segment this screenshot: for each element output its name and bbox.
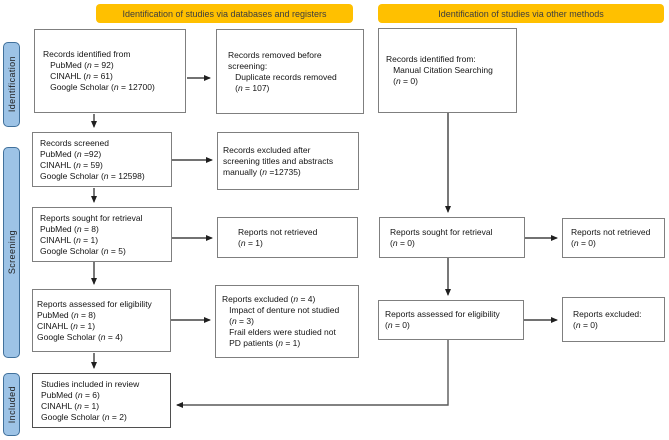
box-reports-excluded-databases-text: Reports excluded (n = 4) Impact of denture not studied (n = 3) Frail elders were studied not PD patients (n = 1) [222,294,340,348]
box-reports-sought-other [379,217,525,258]
stage-label-included-text: Included [6,385,17,424]
box-reports-sought-databases-text: Reports sought for retrieval PubMed (n = 8) CINAHL (n = 1) Google Scholar (n = 5) [40,212,143,256]
stage-label-screening [3,147,20,358]
stage-label-identification [3,42,20,127]
box-records-removed-before-screening [216,29,364,114]
box-reports-assessed-databases [32,289,171,352]
box-records-identified-other-text: Records identified from: Manual Citation Searching (n = 0) [386,54,493,86]
box-records-identified-databases [34,29,186,113]
banner-databases-registers: Identification of studies via databases and registers [96,4,353,23]
box-records-identified-other [378,28,517,113]
box-records-screened-text: Records screened PubMed (n =92) CINAHL (n = 59) Google Scholar (n = 12598) [40,137,145,181]
banner-other-methods: Identification of studies via other methods [378,4,664,23]
box-reports-assessed-databases-text: Reports assessed for eligibility PubMed (n = 8) CINAHL (n = 1) Google Scholar (n = 4) [37,298,152,342]
box-reports-sought-databases [32,207,172,262]
box-records-excluded-screening-text: Records excluded after screening titles and abstracts manually (n =12735) [223,144,334,177]
box-reports-assessed-other [378,300,524,340]
stage-label-identification-text: Identification [6,56,17,113]
box-records-removed-before-screening-text: Records removed before screening: Duplicate records removed (n = 107) [228,49,337,93]
box-reports-sought-other-text: Reports sought for retrieval (n = 0) [390,226,493,248]
box-reports-assessed-other-text: Reports assessed for eligibility (n = 0) [385,309,500,330]
box-reports-not-retrieved-other-text: Reports not retrieved (n = 0) [571,227,651,248]
box-reports-not-retrieved-other [562,218,665,258]
box-records-screened [32,132,172,187]
box-reports-excluded-other [562,297,665,342]
box-reports-not-retrieved-databases-text: Reports not retrieved (n = 1) [238,226,318,248]
box-reports-excluded-other-text: Reports excluded: (n = 0) [573,308,642,330]
box-records-identified-databases-text: Records identified from PubMed (n = 92) CINAHL (n = 61) Google Scholar (n = 12700) [43,49,155,92]
box-reports-not-retrieved-databases [217,217,358,258]
box-studies-included-text: Studies included in review PubMed (n = 6) CINAHL (n = 1) Google Scholar (n = 2) [41,378,140,422]
box-studies-included [32,373,171,428]
box-records-excluded-screening [217,132,359,190]
stage-label-included [3,373,20,436]
stage-label-screening-text: Screening [6,230,17,275]
box-reports-excluded-databases [215,285,359,358]
